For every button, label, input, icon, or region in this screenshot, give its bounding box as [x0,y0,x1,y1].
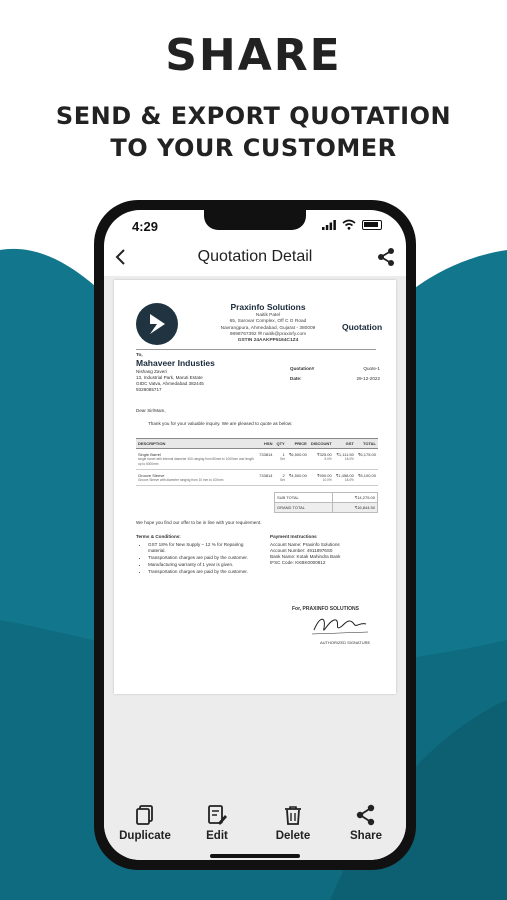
item-gst-pct: 18.0% [344,477,354,482]
item-gst: ₹1,111.50 [336,452,354,458]
item-gst-cell [334,469,356,485]
item-price: ₹6,500.00 [287,449,309,470]
terms-title: Terms & Conditions: [136,534,181,539]
grand-total-label: GRAND TOTAL [275,503,333,513]
items-col-header: GST [334,439,356,449]
quotation-date: 29-12-2022 [356,375,380,381]
item-qty: 1 [282,452,285,458]
payment-list [270,542,380,566]
items-header-row [136,439,378,449]
item-discount-pct: 5.0% [324,457,332,462]
headline: SHARE [165,30,342,81]
grand-total-value: ₹16,844.50 [333,503,378,513]
item-hsn: 733814 [257,469,274,485]
customer-contact: Nishang Zaveri [136,369,167,375]
share-label: Share [350,830,382,842]
greeting: Dear Sir/Mam, [136,408,166,413]
subtotal-label: SUB TOTAL [275,493,333,503]
nav-bar [104,238,406,274]
payment-title: Payment Instructions [270,534,317,539]
item-total: ₹8,100.00 [356,469,378,485]
closing-text: We hope you find our offer to be in line with your requirement. [136,520,262,525]
duplicate-icon [134,804,156,826]
share-icon [355,804,377,826]
list-item: Account Number: 49118976S0 [270,547,333,553]
terms-list [136,542,256,575]
document-preview-area[interactable] [104,276,406,774]
quotation-number: Quote-1 [363,366,380,371]
item-price: ₹4,500.00 [287,469,309,485]
grand-total-row [275,503,378,513]
item-gst: ₹1,458.00 [335,472,354,478]
edit-button[interactable] [182,804,252,842]
item-desc-sub: single barrel with internal diameter 400 ranging from 80mm to 1000mm and length up to 6000mm [138,457,254,466]
payment-block [270,534,380,566]
document-title: Quotation [342,322,383,332]
authorized-signature-label: AUTHORIZED SIGNATURE [320,640,371,645]
for-company: For, PRAXINFO SOLUTIONS [292,606,359,612]
signal-icon [322,220,336,230]
company-address-2: Navrangpura, Ahmedabad, Gujarat - 380009 [220,325,316,331]
status-time: 4:29 [132,219,159,234]
list-item: Bank Name: Kotak Mahindra Bank [270,553,341,559]
company-address-1: 65, Sarovar Complex, Off C G Road [229,319,307,325]
action-bar [104,774,406,860]
item-discount: ₹325.00 [316,452,332,458]
page-title: Quotation Detail [197,248,313,265]
logo-play-icon [147,312,167,336]
subtotal-row [275,493,378,503]
company-phone-email: 9898767392 ✉ naitik@praxinfy.com [229,331,307,337]
item-total: ₹6,175.00 [356,449,378,470]
edit-icon [206,804,228,826]
subheadline [0,100,507,164]
totals-table [274,492,378,513]
item-gst-cell [334,449,356,470]
status-bar [104,210,406,238]
item-discount-cell [309,449,334,470]
notch [204,210,306,230]
company-contact: Naitik Patel [255,313,281,319]
customer-phone: 9328085717 [136,386,162,392]
wifi-icon [342,219,356,230]
duplicate-label: Duplicate [119,830,171,842]
delete-button[interactable] [258,804,328,842]
item-gst-pct: 18.0% [344,457,354,462]
share-icon[interactable] [376,247,396,267]
company-name: Praxinfo Solutions [230,302,306,312]
company-gstin: GSTIN 24AAKPP5164C1Z4 [237,337,299,343]
list-item: IFSC Code: KKBK0000812 [270,559,326,565]
items-col-header: HSN [257,439,274,449]
items-col-header: TOTAL [356,439,378,449]
terms-block [136,534,256,576]
subtotal-value: ₹14,275.00 [333,493,378,503]
item-desc-sub: Groove Sleeve with diameter ranging from 10 mm to 100mm [138,477,224,482]
date-label: Date: [290,375,302,381]
subheadline-line-1: SEND & EXPORT QUOTATION [55,102,452,130]
to-label: To, [136,352,143,357]
quotation-document [114,280,396,694]
item-qty-cell [275,469,287,485]
list-item: • Transportation charges are paid by the customer. [148,555,256,561]
signature-image [310,612,370,638]
quotation-meta [290,366,380,386]
list-item: • Transportation charges are paid by the customer. [148,569,256,575]
list-item: • Manufacturing warranty of 1 year is given. [148,562,256,568]
company-block [198,302,338,344]
list-item: Account Name: Praxinfo Solutions [270,541,340,547]
thanks-text: Thank you for your valuable inquiry. We are pleased to quote as below: [148,421,293,426]
trash-icon [282,804,304,826]
items-table [136,438,378,486]
quotation-number-label: Quotation# [290,366,315,371]
company-logo [136,303,178,345]
customer-address-2: GIDC Vatva, Ahmedabad 382445 [136,380,204,386]
items-col-header: DESCRIPTION [136,439,257,449]
items-col-header: QTY [275,439,287,449]
items-col-header: DISCOUNT [309,439,334,449]
delete-label: Delete [275,830,311,842]
customer-name: Mahaveer Industies [136,357,215,368]
table-row [136,449,378,470]
item-desc-cell [136,469,257,485]
phone-frame [94,200,416,870]
item-discount-pct: 10.0% [322,477,332,482]
item-unit: Set [279,477,285,482]
item-desc: Single Barrel [138,452,161,458]
item-desc-cell [136,449,257,470]
item-qty-cell [275,449,287,470]
phone-screen [104,210,406,860]
item-discount-cell [309,469,334,485]
customer-block [136,352,266,393]
duplicate-button[interactable] [110,804,180,842]
table-row [136,469,378,485]
customer-address-1: 13, Industrial Park, Maruti Estate [136,374,203,380]
share-button[interactable] [331,804,401,842]
battery-icon [362,220,382,230]
item-qty: 2 [282,472,285,478]
edit-label: Edit [206,830,228,842]
item-desc: Groove Sleeve [138,472,165,478]
subheadline-line-2: TO YOUR CUSTOMER [110,134,397,162]
list-item: • GST 18% for New Supply – 12 % for Repairing material. [148,542,256,554]
items-col-header: PRICE [287,439,309,449]
divider [136,349,376,350]
home-indicator[interactable] [210,854,300,858]
item-unit: Set [279,457,285,462]
item-hsn: 733814 [257,449,274,470]
item-discount: ₹900.00 [316,472,332,478]
